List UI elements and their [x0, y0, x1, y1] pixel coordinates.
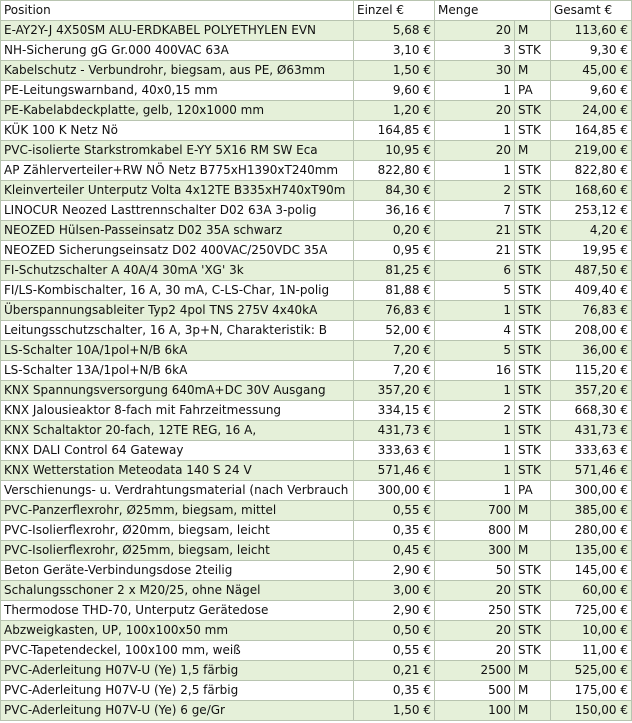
- position-cell[interactable]: KNX Spannungsversorgung 640mA+DC 30V Ausgang: [1, 381, 354, 401]
- table-row: [1, 81, 632, 101]
- gesamt-cell[interactable]: 76,83 €: [551, 301, 632, 321]
- unit-cell[interactable]: STK: [515, 241, 551, 261]
- gesamt-cell[interactable]: 36,00 €: [551, 341, 632, 361]
- unit-cell[interactable]: STK: [515, 321, 551, 341]
- table-row: [1, 681, 632, 701]
- unit-cell[interactable]: M: [515, 521, 551, 541]
- einzel-cell[interactable]: 431,73 €: [354, 421, 435, 441]
- einzel-cell[interactable]: 357,20 €: [354, 381, 435, 401]
- gesamt-cell[interactable]: 725,00 €: [551, 601, 632, 621]
- gesamt-cell[interactable]: 164,85 €: [551, 121, 632, 141]
- unit-cell[interactable]: M: [515, 21, 551, 41]
- position-cell[interactable]: PVC-Panzerflexrohr, Ø25mm, biegsam, mittel: [1, 501, 354, 521]
- gesamt-cell[interactable]: 431,73 €: [551, 421, 632, 441]
- unit-cell[interactable]: STK: [515, 401, 551, 421]
- position-cell[interactable]: Überspannungsableiter Typ2 4pol TNS 275V 4x40kA: [1, 301, 354, 321]
- table-row: [1, 341, 632, 361]
- gesamt-cell[interactable]: 145,00 €: [551, 561, 632, 581]
- einzel-cell[interactable]: 1,50 €: [354, 61, 435, 81]
- einzel-cell[interactable]: 10,95 €: [354, 141, 435, 161]
- quantity-cell[interactable]: 300: [435, 541, 515, 561]
- unit-cell[interactable]: STK: [515, 221, 551, 241]
- table-row: [1, 181, 632, 201]
- einzel-cell[interactable]: 2,90 €: [354, 561, 435, 581]
- einzel-cell[interactable]: 164,85 €: [354, 121, 435, 141]
- einzel-cell[interactable]: 3,00 €: [354, 581, 435, 601]
- gesamt-cell[interactable]: 487,50 €: [551, 261, 632, 281]
- quantity-cell[interactable]: 1: [435, 461, 515, 481]
- einzel-cell[interactable]: 0,35 €: [354, 521, 435, 541]
- quantity-cell[interactable]: 1: [435, 121, 515, 141]
- unit-cell[interactable]: M: [515, 541, 551, 561]
- einzel-cell[interactable]: 300,00 €: [354, 481, 435, 501]
- gesamt-cell[interactable]: 280,00 €: [551, 521, 632, 541]
- header-gesamt[interactable]: Gesamt €: [551, 1, 632, 21]
- quantity-cell[interactable]: 50: [435, 561, 515, 581]
- quantity-cell[interactable]: 21: [435, 241, 515, 261]
- table-row: [1, 361, 632, 381]
- quantity-cell[interactable]: 1: [435, 161, 515, 181]
- table-row: [1, 121, 632, 141]
- unit-cell[interactable]: STK: [515, 181, 551, 201]
- gesamt-cell[interactable]: 60,00 €: [551, 581, 632, 601]
- einzel-cell[interactable]: 2,90 €: [354, 601, 435, 621]
- gesamt-cell[interactable]: 9,30 €: [551, 41, 632, 61]
- einzel-cell[interactable]: 76,83 €: [354, 301, 435, 321]
- unit-cell[interactable]: M: [515, 681, 551, 701]
- gesamt-cell[interactable]: 253,12 €: [551, 201, 632, 221]
- unit-cell[interactable]: STK: [515, 301, 551, 321]
- quantity-cell[interactable]: 30: [435, 61, 515, 81]
- quantity-cell[interactable]: 100: [435, 701, 515, 721]
- quantity-cell[interactable]: 16: [435, 361, 515, 381]
- gesamt-cell[interactable]: 175,00 €: [551, 681, 632, 701]
- gesamt-cell[interactable]: 135,00 €: [551, 541, 632, 561]
- table-row: [1, 501, 632, 521]
- unit-cell[interactable]: STK: [515, 121, 551, 141]
- unit-cell[interactable]: M: [515, 141, 551, 161]
- table-row: [1, 281, 632, 301]
- table-row: [1, 261, 632, 281]
- position-cell[interactable]: Abzweigkasten, UP, 100x100x50 mm: [1, 621, 354, 641]
- quantity-cell[interactable]: 2: [435, 401, 515, 421]
- gesamt-cell[interactable]: 571,46 €: [551, 461, 632, 481]
- table-row: [1, 201, 632, 221]
- table-row: [1, 621, 632, 641]
- einzel-cell[interactable]: 333,63 €: [354, 441, 435, 461]
- unit-cell[interactable]: PA: [515, 481, 551, 501]
- quantity-cell[interactable]: 1: [435, 481, 515, 501]
- position-cell[interactable]: PVC-Aderleitung H07V-U (Ye) 2,5 färbig: [1, 681, 354, 701]
- gesamt-cell[interactable]: 668,30 €: [551, 401, 632, 421]
- quantity-cell[interactable]: 1: [435, 81, 515, 101]
- position-cell[interactable]: Kleinverteiler Unterputz Volta 4x12TE B335xH740xT90m: [1, 181, 354, 201]
- position-cell[interactable]: Beton Geräte-Verbindungsdose 2teilig: [1, 561, 354, 581]
- unit-cell[interactable]: STK: [515, 581, 551, 601]
- gesamt-cell[interactable]: 333,63 €: [551, 441, 632, 461]
- quantity-cell[interactable]: 500: [435, 681, 515, 701]
- gesamt-cell[interactable]: 19,95 €: [551, 241, 632, 261]
- table-row: [1, 101, 632, 121]
- gesamt-cell[interactable]: 11,00 €: [551, 641, 632, 661]
- einzel-cell[interactable]: 334,15 €: [354, 401, 435, 421]
- position-cell[interactable]: PVC-Isolierflexrohr, Ø20mm, biegsam, leicht: [1, 521, 354, 541]
- gesamt-cell[interactable]: 385,00 €: [551, 501, 632, 521]
- unit-cell[interactable]: STK: [515, 361, 551, 381]
- quantity-cell[interactable]: 20: [435, 641, 515, 661]
- table-row: [1, 421, 632, 441]
- position-cell[interactable]: PVC-Tapetendeckel, 100x100 mm, weiß: [1, 641, 354, 661]
- quantity-cell[interactable]: 700: [435, 501, 515, 521]
- unit-cell[interactable]: STK: [515, 101, 551, 121]
- position-cell[interactable]: KNX Wetterstation Meteodata 140 S 24 V: [1, 461, 354, 481]
- position-cell[interactable]: FI-Schutzschalter A 40A/4 30mA 'XG' 3k: [1, 261, 354, 281]
- table-row: [1, 541, 632, 561]
- position-cell[interactable]: LS-Schalter 13A/1pol+N/B 6kA: [1, 361, 354, 381]
- unit-cell[interactable]: STK: [515, 441, 551, 461]
- einzel-cell[interactable]: 81,25 €: [354, 261, 435, 281]
- gesamt-cell[interactable]: 219,00 €: [551, 141, 632, 161]
- gesamt-cell[interactable]: 208,00 €: [551, 321, 632, 341]
- position-cell[interactable]: PE-Kabelabdeckplatte, gelb, 120x1000 mm: [1, 101, 354, 121]
- einzel-cell[interactable]: 822,80 €: [354, 161, 435, 181]
- position-cell[interactable]: PVC-Aderleitung H07V-U (Ye) 1,5 färbig: [1, 661, 354, 681]
- einzel-cell[interactable]: 0,95 €: [354, 241, 435, 261]
- gesamt-cell[interactable]: 9,60 €: [551, 81, 632, 101]
- table-row: [1, 521, 632, 541]
- einzel-cell[interactable]: 7,20 €: [354, 341, 435, 361]
- einzel-cell[interactable]: 5,68 €: [354, 21, 435, 41]
- einzel-cell[interactable]: 3,10 €: [354, 41, 435, 61]
- unit-cell[interactable]: STK: [515, 261, 551, 281]
- quantity-cell[interactable]: 4: [435, 321, 515, 341]
- quantity-cell[interactable]: 250: [435, 601, 515, 621]
- quantity-cell[interactable]: 21: [435, 221, 515, 241]
- position-cell[interactable]: Verschienungs- u. Verdrahtungsmaterial (nach Verbrauch: [1, 481, 354, 501]
- position-cell[interactable]: FI/LS-Kombischalter, 16 A, 30 mA, C-LS-Char, 1N-polig: [1, 281, 354, 301]
- unit-cell[interactable]: M: [515, 701, 551, 721]
- unit-cell[interactable]: STK: [515, 281, 551, 301]
- quantity-cell[interactable]: 20: [435, 101, 515, 121]
- table-body: [1, 21, 632, 721]
- header-position[interactable]: Position: [1, 1, 354, 21]
- position-cell[interactable]: NH-Sicherung gG Gr.000 400VAC 63A: [1, 41, 354, 61]
- einzel-cell[interactable]: 81,88 €: [354, 281, 435, 301]
- unit-cell[interactable]: STK: [515, 201, 551, 221]
- position-cell[interactable]: Leitungsschutzschalter, 16 A, 3p+N, Charakteristik: B: [1, 321, 354, 341]
- position-cell[interactable]: LS-Schalter 10A/1pol+N/B 6kA: [1, 341, 354, 361]
- table-row: [1, 481, 632, 501]
- einzel-cell[interactable]: 84,30 €: [354, 181, 435, 201]
- quantity-cell[interactable]: 5: [435, 281, 515, 301]
- table-row: [1, 401, 632, 421]
- quantity-cell[interactable]: 800: [435, 521, 515, 541]
- quantity-cell[interactable]: 1: [435, 421, 515, 441]
- gesamt-cell[interactable]: 300,00 €: [551, 481, 632, 501]
- quantity-cell[interactable]: 1: [435, 441, 515, 461]
- unit-cell[interactable]: STK: [515, 161, 551, 181]
- table-row: [1, 661, 632, 681]
- einzel-cell[interactable]: 0,55 €: [354, 501, 435, 521]
- quantity-cell[interactable]: 1: [435, 301, 515, 321]
- unit-cell[interactable]: STK: [515, 561, 551, 581]
- table-row: [1, 21, 632, 41]
- table-row: [1, 161, 632, 181]
- unit-cell[interactable]: STK: [515, 621, 551, 641]
- unit-cell[interactable]: STK: [515, 601, 551, 621]
- position-cell[interactable]: KÜK 100 K Netz Nö: [1, 121, 354, 141]
- unit-cell[interactable]: STK: [515, 341, 551, 361]
- quantity-cell[interactable]: 2: [435, 181, 515, 201]
- einzel-cell[interactable]: 1,50 €: [354, 701, 435, 721]
- gesamt-cell[interactable]: 24,00 €: [551, 101, 632, 121]
- table-row: [1, 441, 632, 461]
- position-cell[interactable]: Schalungsschoner 2 x M20/25, ohne Nägel: [1, 581, 354, 601]
- einzel-cell[interactable]: 0,55 €: [354, 641, 435, 661]
- position-cell[interactable]: KNX Schaltaktor 20-fach, 12TE REG, 16 A,: [1, 421, 354, 441]
- table-row: [1, 41, 632, 61]
- table-row: [1, 601, 632, 621]
- einzel-cell[interactable]: 0,50 €: [354, 621, 435, 641]
- header-row: [1, 1, 632, 21]
- gesamt-cell[interactable]: 409,40 €: [551, 281, 632, 301]
- quantity-cell[interactable]: 3: [435, 41, 515, 61]
- einzel-cell[interactable]: 0,21 €: [354, 661, 435, 681]
- einzel-cell[interactable]: 52,00 €: [354, 321, 435, 341]
- header-menge[interactable]: Menge: [435, 1, 551, 21]
- gesamt-cell[interactable]: 10,00 €: [551, 621, 632, 641]
- unit-cell[interactable]: STK: [515, 381, 551, 401]
- position-cell[interactable]: PE-Leitungswarnband, 40x0,15 mm: [1, 81, 354, 101]
- table-row: [1, 321, 632, 341]
- gesamt-cell[interactable]: 45,00 €: [551, 61, 632, 81]
- einzel-cell[interactable]: 9,60 €: [354, 81, 435, 101]
- einzel-cell[interactable]: 36,16 €: [354, 201, 435, 221]
- unit-cell[interactable]: STK: [515, 421, 551, 441]
- gesamt-cell[interactable]: 113,60 €: [551, 21, 632, 41]
- quantity-cell[interactable]: 2500: [435, 661, 515, 681]
- position-cell[interactable]: NEOZED Hülsen-Passeinsatz D02 35A schwarz: [1, 221, 354, 241]
- gesamt-cell[interactable]: 525,00 €: [551, 661, 632, 681]
- quantity-cell[interactable]: 5: [435, 341, 515, 361]
- table-row: [1, 701, 632, 721]
- position-cell[interactable]: Kabelschutz - Verbundrohr, biegsam, aus PE, Ø63mm: [1, 61, 354, 81]
- table-row: [1, 581, 632, 601]
- table-row: [1, 461, 632, 481]
- position-cell[interactable]: AP Zählerverteiler+RW NÖ Netz B775xH1390xT240mm: [1, 161, 354, 181]
- position-cell[interactable]: Thermodose THD-70, Unterputz Gerätedose: [1, 601, 354, 621]
- unit-cell[interactable]: M: [515, 501, 551, 521]
- table-row: [1, 381, 632, 401]
- position-cell[interactable]: PVC-isolierte Starkstromkabel E-YY 5X16 RM SW Eca: [1, 141, 354, 161]
- unit-cell[interactable]: M: [515, 61, 551, 81]
- table-row: [1, 241, 632, 261]
- gesamt-cell[interactable]: 168,60 €: [551, 181, 632, 201]
- quantity-cell[interactable]: 1: [435, 381, 515, 401]
- quantity-cell[interactable]: 20: [435, 581, 515, 601]
- einzel-cell[interactable]: 7,20 €: [354, 361, 435, 381]
- position-cell[interactable]: NEOZED Sicherungseinsatz D02 400VAC/250VDC 35A: [1, 241, 354, 261]
- gesamt-cell[interactable]: 150,00 €: [551, 701, 632, 721]
- unit-cell[interactable]: M: [515, 661, 551, 681]
- header-einzel[interactable]: Einzel €: [354, 1, 435, 21]
- unit-cell[interactable]: STK: [515, 41, 551, 61]
- gesamt-cell[interactable]: 4,20 €: [551, 221, 632, 241]
- table-row: [1, 221, 632, 241]
- einzel-cell[interactable]: 0,45 €: [354, 541, 435, 561]
- unit-cell[interactable]: STK: [515, 641, 551, 661]
- position-cell[interactable]: PVC-Isolierflexrohr, Ø25mm, biegsam, leicht: [1, 541, 354, 561]
- table-row: [1, 141, 632, 161]
- gesamt-cell[interactable]: 115,20 €: [551, 361, 632, 381]
- quantity-cell[interactable]: 20: [435, 621, 515, 641]
- position-cell[interactable]: KNX Jalousieaktor 8-fach mit Fahrzeitmessung: [1, 401, 354, 421]
- einzel-cell[interactable]: 0,35 €: [354, 681, 435, 701]
- position-cell[interactable]: PVC-Aderleitung H07V-U (Ye) 6 ge/Gr: [1, 701, 354, 721]
- unit-cell[interactable]: PA: [515, 81, 551, 101]
- quantity-cell[interactable]: 20: [435, 21, 515, 41]
- position-cell[interactable]: LINOCUR Neozed Lasttrennschalter D02 63A 3-polig: [1, 201, 354, 221]
- quantity-cell[interactable]: 7: [435, 201, 515, 221]
- einzel-cell[interactable]: 0,20 €: [354, 221, 435, 241]
- position-cell[interactable]: KNX DALI Control 64 Gateway: [1, 441, 354, 461]
- unit-cell[interactable]: STK: [515, 461, 551, 481]
- quantity-cell[interactable]: 20: [435, 141, 515, 161]
- table-row: [1, 641, 632, 661]
- einzel-cell[interactable]: 571,46 €: [354, 461, 435, 481]
- table-row: [1, 301, 632, 321]
- einzel-cell[interactable]: 1,20 €: [354, 101, 435, 121]
- table-row: [1, 561, 632, 581]
- gesamt-cell[interactable]: 822,80 €: [551, 161, 632, 181]
- gesamt-cell[interactable]: 357,20 €: [551, 381, 632, 401]
- quantity-cell[interactable]: 6: [435, 261, 515, 281]
- position-cell[interactable]: E-AY2Y-J 4X50SM ALU-ERDKABEL POLYETHYLEN EVN: [1, 21, 354, 41]
- table-row: [1, 61, 632, 81]
